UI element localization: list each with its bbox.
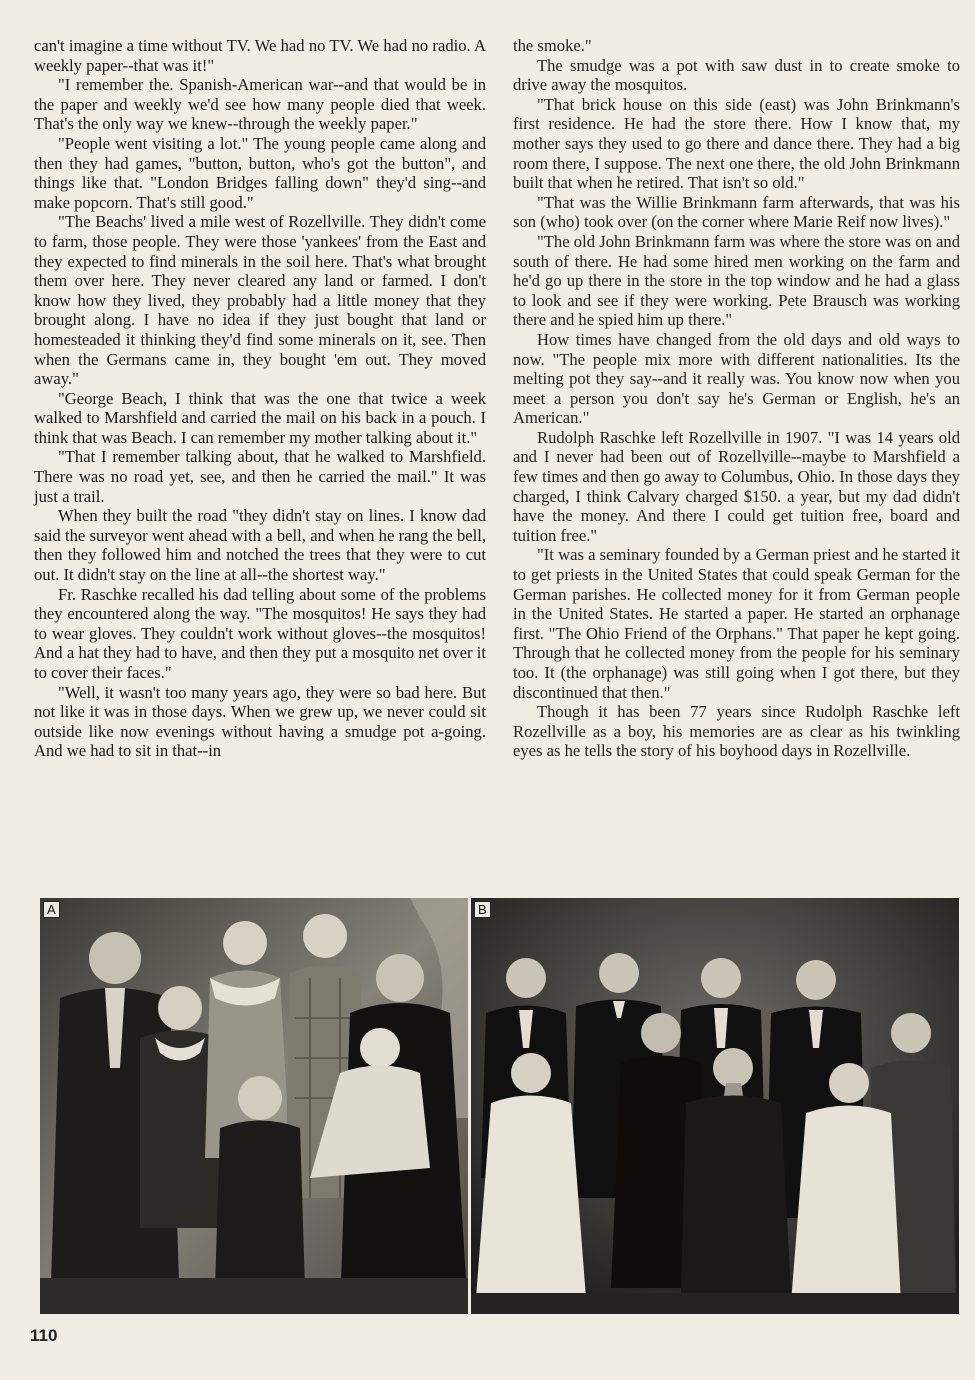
paragraph: The smudge was a pot with saw dust in to create smoke to drive away the mosquitos. — [513, 55, 960, 95]
paragraph: "George Beach, I think that was the one that twice a week walked to Marshfield and carried the mail on his back in a pouch. I think that was Beach. I can remember my mother talking about it." — [34, 388, 486, 447]
paragraph: can't imagine a time without TV. We had no TV. We had no radio. A weekly paper--that was it!" — [34, 36, 486, 75]
group-portrait-image — [471, 898, 959, 1314]
family-portrait-image — [40, 898, 468, 1314]
paragraph: "The Beachs' lived a mile west of Rozellville. They didn't come to farm, those people. They were those 'yankees' from the East and they expected to find minerals in the soil here. That's what brought them over here. They never cleared any land or farmed. I don't know how they lived, they probably had a little money that they brought along. I have no idea if they just bought that land or homesteaded it thinking they'd find some minerals on it, see. Then when the Germans came in, they bought 'em out. They moved away." — [34, 212, 486, 389]
paragraph: "Well, it wasn't too many years ago, they were so bad here. But not like it was in those days. When we grew up, we never could sit outside like now evenings without having a smudge pot a-going. And we had to sit in that--in — [34, 682, 486, 761]
paragraph: "The old John Brinkmann farm was where the store was on and south of there. He had some hired men working on the farm and he'd go up there in the store in the top window and he had a glass to look and see if they were working. Pete Brausch was working there and he spied him up there." — [513, 231, 960, 330]
family-photo-b — [471, 898, 959, 1314]
paragraph: "I remember the. Spanish-American war--and that would be in the paper and weekly we'd see how many people died that week. That's the only way we knew--through the weekly paper." — [34, 75, 486, 134]
article-column-right — [513, 36, 960, 761]
photo-label-a: A — [43, 901, 60, 918]
paragraph: "It was a seminary founded by a German priest and he started it to get priests in the United States that could speak German for the German parishes. He collected money for it from German people in the United States. He started a paper. He started an orphanage first. "The Ohio Friend of the Orphans." That paper he kept going. Through that he collected money from the people for his seminary too. It (the orphanage) was still going when I got there, but they discontinued that then." — [513, 545, 960, 702]
family-photo-a — [40, 898, 468, 1314]
paragraph: "That brick house on this side (east) was John Brinkmann's first residence. He had the store there. How I know that, my mother says they used to go there and dance there. They had a big room there, I suppose. The next one there, the old John Brinkmann built that when he retired. That isn't so old." — [513, 94, 960, 193]
paragraph: the smoke." — [513, 36, 592, 55]
photo-label-b: B — [474, 901, 491, 918]
paragraph: Though it has been 77 years since Rudolph Raschke left Rozellville as a boy, his memories are as clear as his twinkling eyes as he tells the story of his boyhood days in Rozellville. — [513, 702, 960, 761]
paragraph: "People went visiting a lot." The young people came along and then they had games, "button, button, who's got the button", and things like that. "London Bridges falling down" they'd sing--and make popcorn. That's still good." — [34, 133, 486, 212]
paragraph: Rudolph Raschke left Rozellville in 1907. "I was 14 years old and I never had been out of Rozellville--maybe to Marshfield a few times and then go away to Columbus, Ohio. In those days they charged, I think Calvary charged $150. a year, but my dad didn't have the money. And there I could get tuition free, board and tuition free." — [513, 427, 960, 545]
page-number: 110 — [30, 1326, 58, 1345]
article-column-left — [34, 36, 486, 761]
paragraph: "That I remember talking about, that he walked to Marshfield. There was no road yet, see, and then he carried the mail." It was just a trail. — [34, 447, 486, 506]
paragraph: "That was the Willie Brinkmann farm afterwards, that was his son (who) took over (on the corner where Marie Reif now lives)." — [513, 192, 960, 232]
paragraph: Fr. Raschke recalled his dad telling about some of the problems they encountered along the way. "The mosquitos! He says they had to wear gloves. They couldn't work without gloves--the mosquitos! And a hat they had to have, and then they put a mosquito net over it to cover their faces." — [34, 584, 486, 682]
paragraph: When they built the road "they didn't stay on lines. I know dad said the surveyor went ahead with a bell, and when he rang the bell, then they followed him and notched the trees that they were to cut out. It didn't stay on the line at all--the shortest way." — [34, 506, 486, 585]
paragraph: How times have changed from the old days and old ways to now. "The people mix more with different nationalities. Its the melting pot they say--and it really was. You know now when you meet a person you don't say he's German or English, he's an American." — [513, 329, 960, 428]
